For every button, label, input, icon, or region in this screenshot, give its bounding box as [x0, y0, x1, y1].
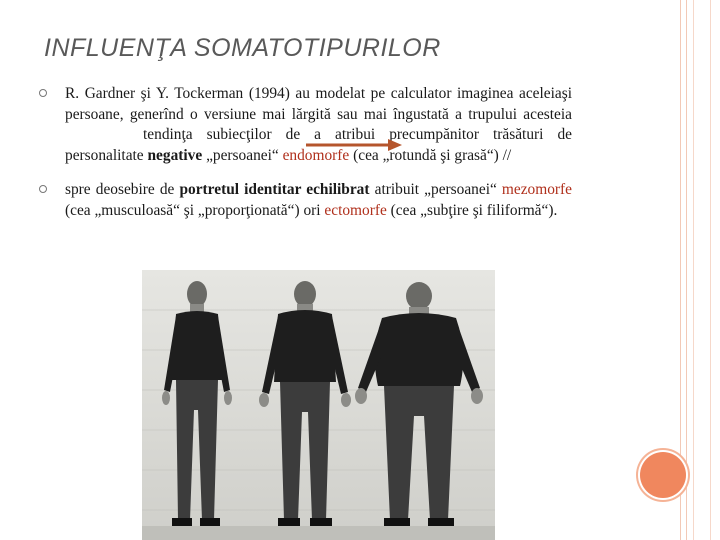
slide-title: INFLUENŢA SOMATOTIPURILOR	[44, 34, 441, 62]
decorative-circle	[640, 452, 686, 498]
photo-figures-illustration	[142, 270, 495, 540]
bullet-list	[38, 84, 572, 222]
border-line	[693, 0, 694, 540]
keyword-mezomorfe: mezomorfe	[501, 181, 572, 199]
three-somatotype-figures-photo	[142, 270, 495, 540]
text-segment: atribuit „persoanei“	[374, 181, 497, 199]
bullet-text	[65, 180, 572, 221]
bullet-text	[65, 84, 572, 166]
keyword-portret: portretul identitar echilibrat	[179, 181, 370, 199]
text-segment: (cea „rotundă şi grasă“) //	[353, 146, 512, 164]
text-segment: tendinţa subiecţilor de a atribui precumpănitor trăsături de personalitate	[65, 126, 572, 164]
border-line	[710, 0, 711, 540]
text-segment: R. Gardner şi Y. Tockerman (1994) au modelat pe calculator imaginea aceleiaşi persoane, generînd o versiune mai lărgită sau mai îngustată a trupului acesteia	[65, 85, 572, 123]
keyword-negative: negative	[147, 146, 203, 164]
arrow-right-icon	[304, 139, 402, 151]
keyword-ectomorfe: ectomorfe	[324, 201, 387, 219]
text-segment: „persoanei“	[206, 146, 279, 164]
bullet-item	[38, 84, 572, 166]
text-segment: spre deosebire de	[65, 181, 175, 199]
bullet-circle-icon	[39, 89, 47, 97]
bullet-item	[38, 180, 572, 221]
keyword-endomorfe: endomorfe	[282, 146, 350, 164]
text-segment: (cea „musculoasă“ şi „proporţionată“) ori	[65, 201, 321, 219]
border-line	[686, 0, 687, 540]
bullet-circle-icon	[39, 185, 47, 193]
text-segment: (cea „subţire şi filiformă“).	[390, 201, 558, 219]
